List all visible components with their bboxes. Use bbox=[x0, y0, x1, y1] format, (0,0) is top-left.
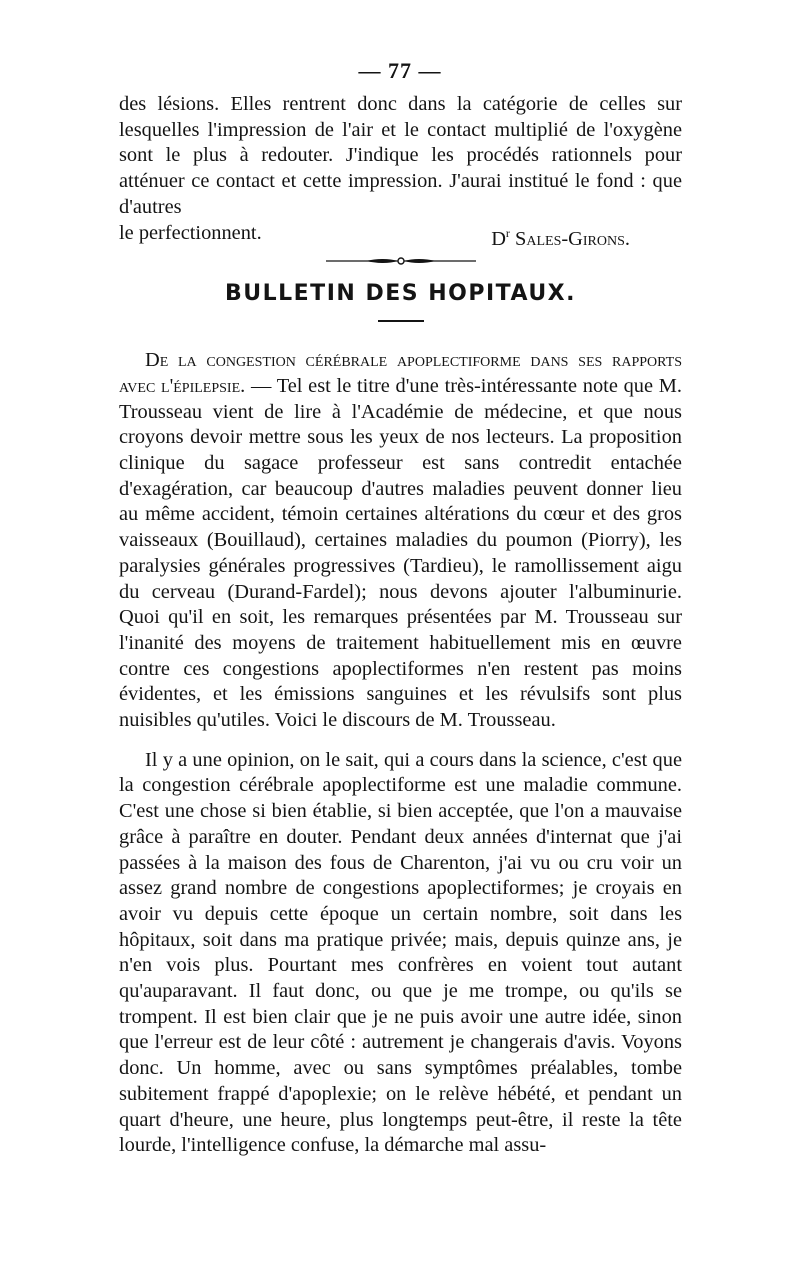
text-column bbox=[119, 92, 682, 1159]
signature-title-sup: r bbox=[505, 225, 510, 240]
signature-name: Sales-Girons. bbox=[515, 227, 630, 250]
section-heading: BULLETIN DES HOPITAUX. bbox=[224, 281, 576, 307]
article-lead-title: De la congestion cérébrale apoplectiforme dans ses rapports avec l'épilepsie. bbox=[119, 349, 682, 397]
closing-paragraph: des lésions. Elles rentrent donc dans la catégorie de celles sur lesquelles l'impression de l'air et le contact multiplié de l'oxygène sont le plus à redouter. J'indique les procédés rationnels pour atténuer ce contact et cette impression. J'aurai institué le fond : que d'autres bbox=[119, 93, 682, 218]
author-signature bbox=[491, 221, 630, 253]
signature-line bbox=[119, 221, 682, 250]
heading-rule bbox=[378, 320, 424, 322]
closing-last-line: le perfectionnent. bbox=[119, 221, 262, 244]
article-intro-paragraph bbox=[119, 348, 682, 734]
page-number: — 77 — bbox=[358, 58, 442, 83]
signature-title: D bbox=[491, 227, 506, 250]
article-body-paragraph: Il y a une opinion, on le sait, qui a cours dans la science, c'est que la congestion cérébrale apoplectiforme est une maladie commune. C'est une chose si bien établie, si bien acceptée, que l'on a mauvaise grâce à paraître en douter. Pendant deux années d'internat que j'ai passées à la maison des fous de Charenton, j'ai vu ou cru voir un assez grand nombre de congestions apoplectiformes; je croyais en avoir vu depuis cette époque un certain nombre, soit dans les hôpitaux, soit dans ma pratique privée; mais, depuis quinze ans, je n'en vois plus. Pourtant mes confrères en voient tout autant qu'auparavant. Il faut donc, ou que je me trompe, ou qu'ils se trompent. Il est bien clair que je ne puis avoir une autre idée, sinon que l'erreur est de leur côté : autrement je changerais d'avis. Voyons donc. Un homme, avec ou sans symptômes préalables, tombe subitement frappé d'apoplexie; on le relève hébété, et pendant un quart d'heure, une heure, plus longtemps peut-être, il reste la tête lourde, l'intelligence confuse, la démarche mal assu- bbox=[119, 748, 682, 1157]
article-intro-text: — Tel est le titre d'une très-intéressante note que M. Trousseau vient de lire à l'Académie de médecine, et que nous croyons devoir mettre sous les yeux de nos lecteurs. La proposition clinique du sagace professeur est sans contredit entachée d'exagération, car beaucoup d'autres maladies peuvent donner lieu au même accident, témoin certaines altérations du cœur et des gros vaisseaux (Bouillaud), certaines maladies du poumon (Piorry), les paralysies générales progressives (Tardieu), le ramollissement aigu du cerveau (Durand-Fardel); nous devons ajouter l'albuminurie. Quoi qu'il en soit, les remarques présentées par M. Trousseau sur l'inanité des moyens de traitement habituellement mis en œuvre contre ces congestions apoplectiformes n'en restent pas moins évidentes, et les émissions sanguines et les révulsifs sont plus nuisibles qu'utiles. Voici le discours de M. Trousseau. bbox=[119, 374, 682, 732]
ornament-rule-icon bbox=[326, 256, 476, 266]
